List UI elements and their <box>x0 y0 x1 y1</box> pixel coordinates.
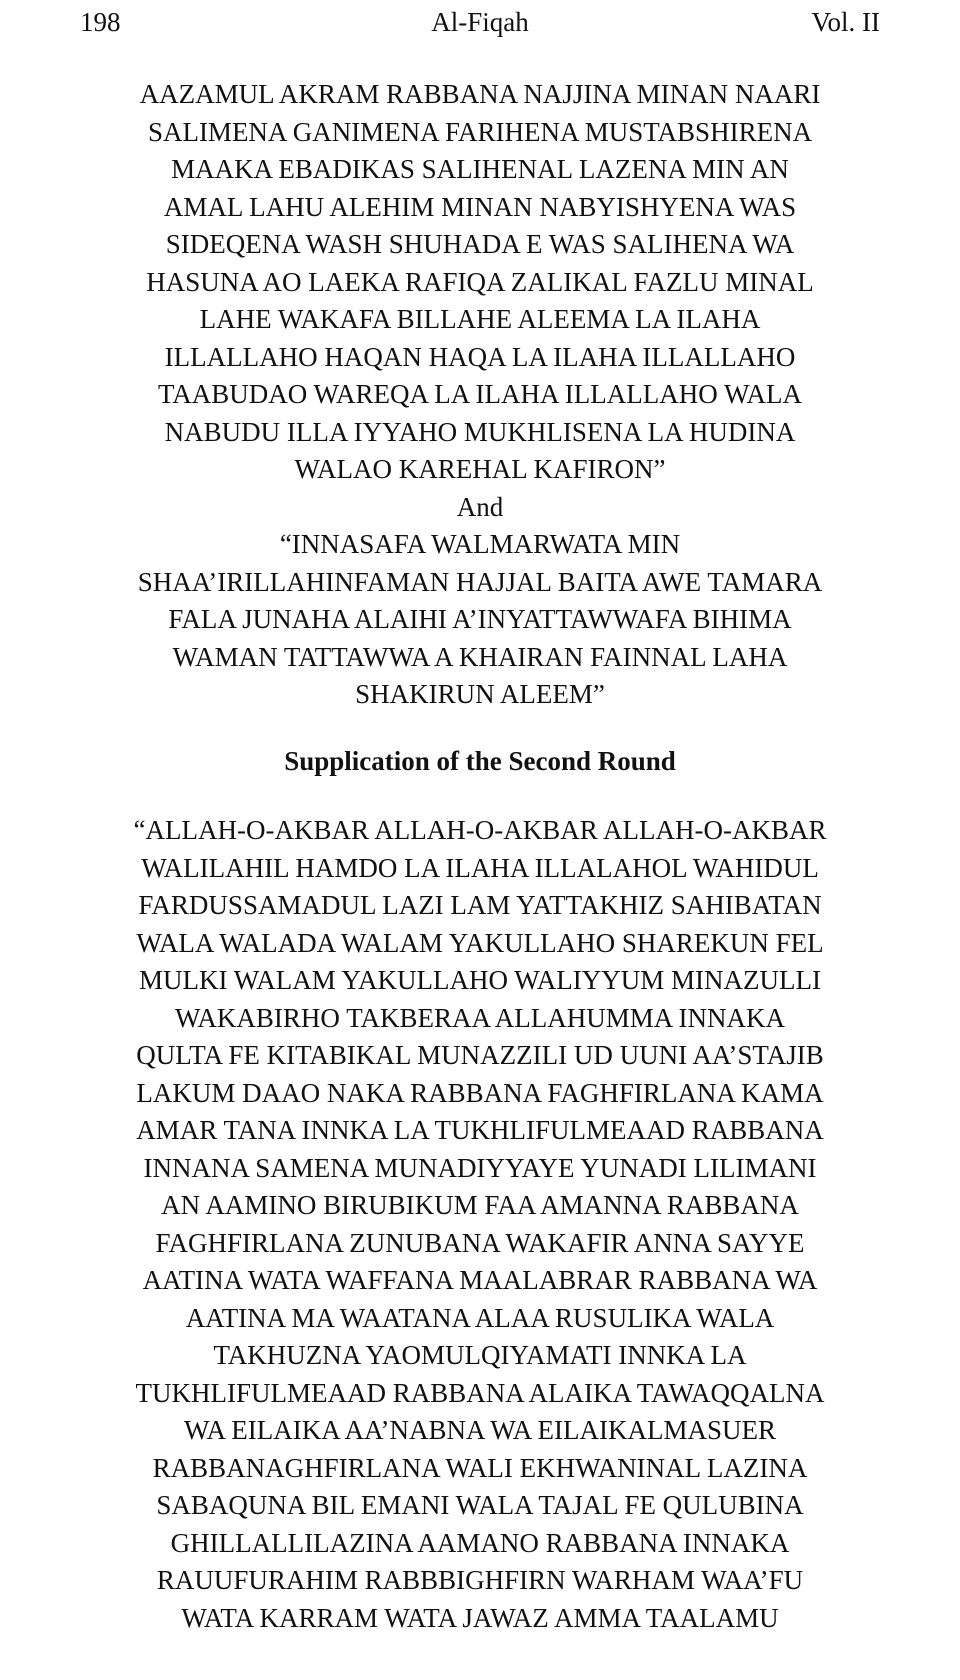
text-line: “INNASAFA WALMARWATA MIN <box>279 529 681 559</box>
text-line: WA EILAIKA AA’NABNA WA EILAIKALMASUER <box>184 1415 776 1445</box>
text-line: SHAA’IRILLAHINFAMAN HAJJAL BAITA AWE TAMARA <box>137 566 823 597</box>
text-line: QULTA FE KITABIKAL MUNAZZILI UD UUNI AA’STAJIB <box>136 1040 824 1070</box>
text-line: MAAKA EBADIKAS SALIHENAL LAZENA MIN AN <box>171 154 789 184</box>
section-heading: Supplication of the Second Round <box>284 746 676 776</box>
text-line: RAUUFURAHIM RABBBIGHFIRN WARHAM WAA’FU <box>156 1565 804 1595</box>
text-line: WAMAN TATTAWWA A KHAIRAN FAINNAL LAHA <box>172 641 788 672</box>
text-line: SIDEQENA WASH SHUHADA E WAS SALIHENA WA <box>165 229 795 259</box>
book-title: Al-Fiqah <box>431 7 529 37</box>
text-line: AATINA WATA WAFFANA MAALABRAR RABBANA WA <box>142 1265 818 1295</box>
text-line: WALAO KAREHAL KAFIRON” <box>294 454 666 484</box>
text-line: NABUDU ILLA IYYAHO MUKHLISENA LA HUDINA <box>164 416 796 447</box>
text-line: TAKHUZNA YAOMULQIYAMATI INNKA LA <box>213 1340 747 1370</box>
supplication-passage-one <box>40 76 920 714</box>
text-line: AAZAMUL AKRAM RABBANA NAJJINA MINAN NAARI <box>139 79 821 109</box>
text-line: WATA KARRAM WATA JAWAZ AMMA TAALAMU <box>181 1602 779 1633</box>
supplication-passage-two <box>40 812 920 1637</box>
text-line: AN AAMINO BIRUBIKUM FAA AMANNA RABBANA <box>161 1190 799 1220</box>
text-line: AMAR TANA INNKA LA TUKHLIFULMEAAD RABBANA <box>136 1115 824 1145</box>
page-number: 198 <box>80 7 121 37</box>
text-line: INNANA SAMENA MUNADIYYAYE YUNADI LILIMANI <box>143 1152 817 1183</box>
text-line: HASUNA AO LAEKA RAFIQA ZALIKAL FAZLU MINAL <box>146 266 814 297</box>
text-line: TAABUDAO WAREQA LA ILAHA ILLALLAHO WALA <box>157 379 803 409</box>
text-line: AATINA MA WAATANA ALAA RUSULIKA WALA <box>185 1302 775 1333</box>
text-line: WALILAHIL HAMDO LA ILAHA ILLALAHOL WAHIDUL <box>141 852 819 883</box>
text-line: SABAQUNA BIL EMANI WALA TAJAL FE QULUBINA <box>156 1490 804 1520</box>
text-line: LAKUM DAAO NAKA RABBANA FAGHFIRLANA KAMA <box>136 1077 824 1108</box>
running-header <box>80 4 880 40</box>
text-line: FAGHFIRLANA ZUNUBANA WAKAFIR ANNA SAYYE <box>155 1227 805 1258</box>
text-line: “ALLAH-O-AKBAR ALLAH-O-AKBAR ALLAH-O-AKBAR <box>133 815 827 845</box>
text-line: LAHE WAKAFA BILLAHE ALEEMA LA ILAHA <box>199 304 761 334</box>
text-line: And <box>456 491 504 522</box>
text-line: ILLALLAHO HAQAN HAQA LA ILAHA ILLALLAHO <box>164 341 796 372</box>
text-line: TUKHLIFULMEAAD RABBANA ALAIKA TAWAQQALNA <box>135 1377 825 1408</box>
text-line: MULKI WALAM YAKULLAHO WALIYYUM MINAZULLI <box>139 965 821 995</box>
text-line: FARDUSSAMADUL LAZI LAM YATTAKHIZ SAHIBATAN <box>138 890 822 920</box>
text-line: GHILLALLILAZINA AAMANO RABBANA INNAKA <box>170 1527 790 1558</box>
volume-label: Vol. II <box>811 7 880 37</box>
text-line: WAKABIRHO TAKBERAA ALLAHUMMA INNAKA <box>174 1002 786 1033</box>
text-line: RABBANAGHFIRLANA WALI EKHWANINAL LAZINA <box>152 1452 808 1483</box>
text-line: FALA JUNAHA ALAIHI A’INYATTAWWAFA BIHIMA <box>168 604 792 634</box>
text-line: SALIMENA GANIMENA FARIHENA MUSTABSHIRENA <box>147 116 813 147</box>
text-line: SHAKIRUN ALEEM” <box>355 679 605 709</box>
text-line: WALA WALADA WALAM YAKULLAHO SHAREKUN FEL <box>136 927 824 958</box>
text-line: AMAL LAHU ALEHIM MINAN NABYISHYENA WAS <box>163 191 797 222</box>
